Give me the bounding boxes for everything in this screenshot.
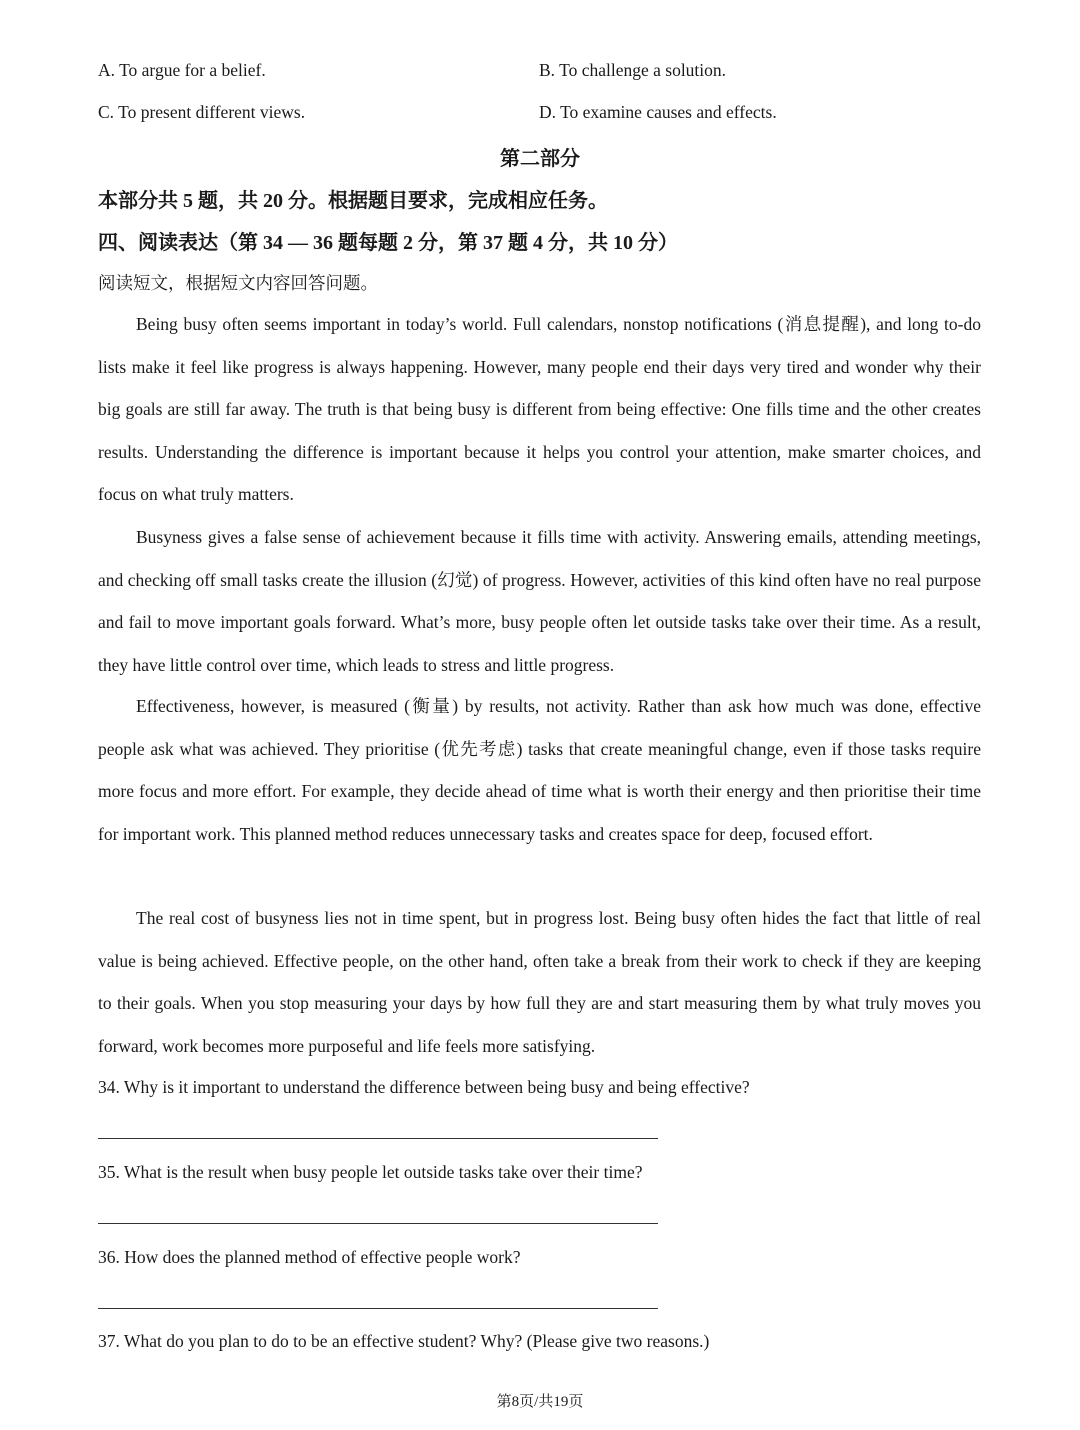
section-title: 第二部分 — [500, 148, 580, 170]
answer-line-34[interactable] — [98, 1138, 658, 1139]
question-35: 35. What is the result when busy people let outside tasks take over their time? — [98, 1162, 643, 1182]
option-a: A. To argue for a belief. — [98, 60, 266, 80]
task-direction: 阅读短文，根据短文内容回答问题。 — [98, 273, 378, 293]
option-d: D. To examine causes and effects. — [539, 102, 777, 122]
question-36: 36. How does the planned method of effective people work? — [98, 1247, 521, 1267]
section-instruction: 本部分共 5 题，共 20 分。根据题目要求，完成相应任务。 — [98, 190, 608, 212]
page-number: 第8页/共19页 — [496, 1394, 584, 1410]
passage-paragraph-1: Being busy often seems important in today’s world. Full calendars, nonstop notifications (消息提醒), and long to-do lists make it feel like progress is always happening. However, many people end their days very tired and wonder why their big goals are still far away. The truth is that being busy is different from being effective: One fills time and the other creates results. Understanding the difference is important because it helps you control your attention, make smarter choices, and focus on what truly matters. — [98, 314, 981, 504]
passage-paragraph-4: The real cost of busyness lies not in time spent, but in progress lost. Being busy often hides the fact that little of real value is being achieved. Effective people, on the other hand, often take a break from their work to check if they are keeping to their goals. When you stop measuring your days by how full they are and start measuring them by what truly moves you forward, work becomes more purposeful and life feels more satisfying. — [98, 908, 981, 1056]
task-heading: 四、阅读表达（第 34 — 36 题每题 2 分，第 37 题 4 分，共 10 分） — [98, 232, 678, 254]
answer-line-36[interactable] — [98, 1308, 658, 1309]
question-34: 34. Why is it important to understand the difference between being busy and being effective? — [98, 1077, 750, 1097]
option-c: C. To present different views. — [98, 102, 306, 122]
question-37: 37. What do you plan to do to be an effective student? Why? (Please give two reasons.) — [98, 1331, 710, 1351]
answer-line-35[interactable] — [98, 1223, 658, 1224]
passage-paragraph-2: Busyness gives a false sense of achievement because it fills time with activity. Answering emails, attending meetings, and checking off small tasks create the illusion (幻觉) of progress. However, activities of this kind often have no real purpose and fail to move important goals forward. What’s more, busy people often let outside tasks take over their time. As a result, they have little control over time, which leads to stress and little progress. — [98, 527, 981, 675]
passage-paragraph-3: Effectiveness, however, is measured (衡量) by results, not activity. Rather than ask how much was done, effective people ask what was achieved. They prioritise (优先考虑) tasks that create meaningful change, even if those tasks require more focus and more effort. For example, they decide ahead of time what is worth their energy and then prioritise their time for important work. This planned method reduces unnecessary tasks and creates space for deep, focused effort. — [98, 696, 981, 844]
option-b: B. To challenge a solution. — [539, 60, 727, 80]
